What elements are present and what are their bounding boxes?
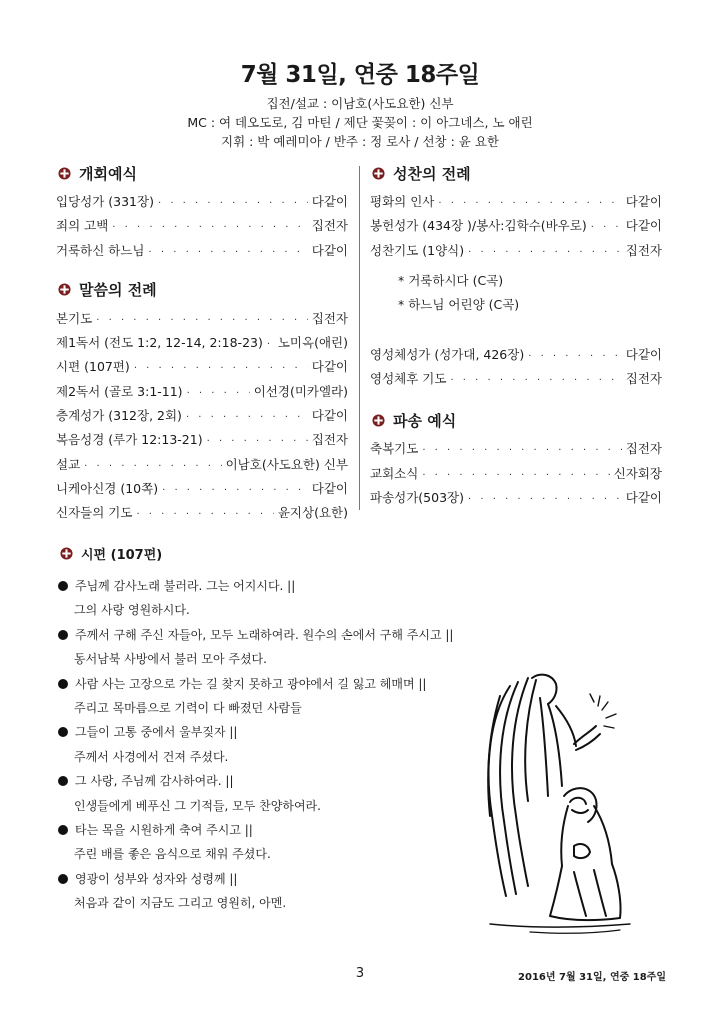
row-label: 제2독서 (골로 3:1-11)	[56, 383, 183, 399]
row-value: 다같이	[311, 242, 348, 258]
section-dismissal-rites	[370, 407, 662, 512]
psalm-verse	[58, 867, 478, 916]
footer-date: 2016년 7월 31일, 연중 18주일	[518, 972, 666, 983]
row-value: 노미옥(애린)	[277, 335, 348, 351]
service-row	[370, 369, 662, 393]
cross-in-circle-icon	[58, 283, 71, 296]
row-value: 집전자	[311, 432, 348, 448]
verse-line: 타는 목을 시원하게 축여 주시고 ||	[75, 823, 253, 838]
row-value: 집전자	[625, 371, 662, 387]
row-value: 집전자	[625, 242, 662, 258]
dot-leader	[422, 445, 621, 456]
sub-item: * 하느님 어린양 (C곡)	[398, 296, 520, 312]
row-label: 영성체후 기도	[370, 371, 447, 387]
dot-leader	[267, 339, 274, 350]
sub-item: * 거룩하시다 (C곡)	[398, 272, 504, 288]
section-heading-text: 파송 예식	[393, 411, 457, 430]
verse-line: 주님께 감사노래 불러라. 그는 어지시다. ||	[75, 579, 296, 593]
row-label: 층계성가 (312장, 2회)	[56, 408, 182, 424]
dot-leader	[186, 412, 308, 423]
psalm-verse	[58, 818, 478, 867]
row-label: 죄의 고백	[56, 218, 109, 234]
row-value: 집전자	[311, 310, 348, 326]
row-value: 다같이	[311, 408, 348, 424]
psalm-verse	[58, 769, 478, 818]
section-heading	[372, 160, 662, 186]
section-opening-rites	[56, 160, 348, 265]
row-label: 파송성가(503장)	[370, 490, 464, 506]
credits-line: 집전/설교 : 이남호(사도요한) 신부	[266, 96, 454, 111]
service-row	[56, 241, 348, 265]
section-heading-text: 시편 (107편)	[81, 547, 163, 563]
bullet-icon	[58, 727, 68, 737]
service-row	[56, 406, 348, 430]
service-row	[56, 192, 348, 216]
service-row	[56, 216, 348, 240]
row-label: 입당성가 (331장)	[56, 194, 154, 209]
verse-response: 그의 사랑 영원하시다.	[74, 603, 190, 618]
verse-line: 영광이 성부와 성자와 성령께 ||	[75, 871, 238, 886]
row-label: 니케아신경 (10쪽)	[56, 480, 159, 496]
row-value: 윤지상(요한)	[277, 505, 348, 521]
row-value: 이선경(미카엘라)	[253, 383, 348, 399]
row-label: 신자들의 기도	[56, 505, 133, 521]
column-divider	[359, 166, 360, 510]
dot-leader	[136, 509, 273, 520]
cross-in-circle-icon	[58, 167, 71, 180]
section-heading	[60, 540, 478, 566]
service-row	[56, 357, 348, 381]
row-value: 다같이	[625, 194, 662, 209]
verse-line: 사람 사는 고장으로 가는 길 찾지 못하고 광야에서 길 잃고 헤매며 ||	[75, 676, 427, 691]
dot-leader	[422, 470, 609, 481]
dot-leader	[468, 247, 622, 258]
bullet-icon	[58, 874, 68, 884]
row-label: 거룩하신 하느님	[56, 242, 145, 258]
row-value: 다같이	[625, 218, 662, 234]
dot-leader	[438, 198, 621, 209]
cross-in-circle-icon	[60, 547, 73, 560]
row-value: 다같이	[625, 490, 662, 506]
verse-response: 주린 배를 좋은 음식으로 채워 주셨다.	[74, 847, 271, 862]
service-row	[56, 382, 348, 406]
section-liturgy-of-word	[56, 277, 348, 528]
dot-leader	[149, 247, 308, 258]
section-heading-text: 개회예식	[79, 164, 137, 183]
service-row	[370, 216, 662, 240]
service-row	[370, 345, 662, 369]
row-value: 다같이	[625, 346, 662, 362]
row-value: 다같이	[311, 359, 348, 375]
row-value: 다같이	[311, 194, 348, 209]
service-row	[56, 309, 348, 333]
service-row	[370, 241, 662, 265]
page-number: 3	[355, 966, 365, 981]
row-label: 교회소식	[370, 465, 419, 481]
dot-leader	[162, 485, 308, 496]
row-label: 축복기도	[370, 441, 419, 457]
verse-response: 인생들에게 베푸신 그 기적들, 모두 찬양하여라.	[74, 798, 321, 813]
bullet-icon	[58, 581, 68, 591]
dot-leader	[96, 315, 308, 326]
psalm-verse	[58, 623, 478, 672]
row-label: 평화의 인사	[370, 194, 435, 209]
kneeling-figure-with-angel-illustration	[470, 666, 640, 936]
row-label: 봉헌성가 (434장 )/봉사:김학수(바우로)	[370, 218, 587, 234]
dot-leader	[84, 461, 221, 472]
dot-leader	[591, 222, 622, 233]
bullet-icon	[58, 679, 68, 689]
row-label: 설교	[56, 456, 81, 472]
verse-response: 처음과 같이 지금도 그리고 영원히, 아멘.	[74, 896, 287, 911]
order-of-service-left	[56, 160, 348, 528]
service-row	[370, 464, 662, 488]
row-label: 영성체성가 (성가대, 426장)	[370, 346, 525, 362]
row-value: 집전자	[625, 441, 662, 457]
section-heading-text: 말씀의 전례	[79, 281, 157, 300]
service-row	[370, 439, 662, 463]
dot-leader	[134, 363, 308, 374]
section-liturgy-of-eucharist	[370, 160, 662, 393]
dot-leader	[112, 222, 307, 233]
service-row	[56, 333, 348, 357]
verse-response: 주께서 사경에서 건져 주셨다.	[74, 749, 229, 764]
dot-leader	[187, 388, 250, 399]
row-value: 이남호(사도요한) 신부	[225, 456, 348, 472]
section-heading	[58, 277, 348, 303]
dot-leader	[158, 198, 308, 209]
row-label: 성찬기도 (1양식)	[370, 242, 465, 258]
page-title: 7월 31일, 연중 18주일	[240, 62, 480, 88]
credits-line: 지휘 : 박 예레미아 / 반주 : 정 로사 / 선창 : 윤 요한	[221, 134, 499, 149]
section-heading	[372, 407, 662, 433]
bullet-icon	[58, 776, 68, 786]
section-heading-text: 성찬의 전례	[393, 164, 471, 183]
section-heading	[58, 160, 348, 186]
psalm-verse	[58, 720, 478, 769]
credits	[0, 94, 720, 151]
row-value: 신자회장	[613, 465, 662, 481]
verse-line: 그 사랑, 주님께 감사하여라. ||	[75, 774, 234, 789]
service-row	[56, 479, 348, 503]
service-row	[56, 503, 348, 527]
row-label: 제1독서 (전도 1:2, 12-14, 2:18-23)	[56, 335, 263, 351]
row-label: 시편 (107편)	[56, 359, 130, 375]
psalm-verse	[58, 574, 478, 623]
bullet-icon	[58, 630, 68, 640]
credits-line: MC : 여 데오도로, 김 마틴 / 제단 꽃꽂이 : 이 아그네스, 노 애린	[187, 115, 533, 130]
dot-leader	[450, 375, 621, 386]
service-row	[56, 455, 348, 479]
service-row	[56, 430, 348, 454]
verse-response: 주리고 목마름으로 기력이 다 빠졌던 사람들	[74, 701, 302, 716]
verse-response: 동서남북 사방에서 불러 모아 주셨다.	[74, 652, 267, 667]
dot-leader	[528, 351, 622, 362]
row-label: 복음성경 (루가 12:13-21)	[56, 432, 203, 448]
verse-line: 주께서 구해 주신 자들아, 모두 노래하여라. 원수의 손에서 구해 주시고 ||	[75, 627, 454, 642]
cross-in-circle-icon	[372, 414, 385, 427]
cross-in-circle-icon	[372, 167, 385, 180]
psalm-section	[58, 540, 478, 916]
row-value: 다같이	[311, 480, 348, 496]
bullet-icon	[58, 825, 68, 835]
service-row	[370, 192, 662, 216]
order-of-service-right	[370, 160, 662, 512]
row-value: 집전자	[311, 218, 348, 234]
psalm-verse	[58, 672, 478, 721]
row-label: 본기도	[56, 310, 93, 326]
dot-leader	[207, 436, 308, 447]
verse-line: 그들이 고통 중에서 울부짖자 ||	[75, 725, 238, 740]
dot-leader	[468, 494, 622, 505]
service-row	[370, 488, 662, 512]
